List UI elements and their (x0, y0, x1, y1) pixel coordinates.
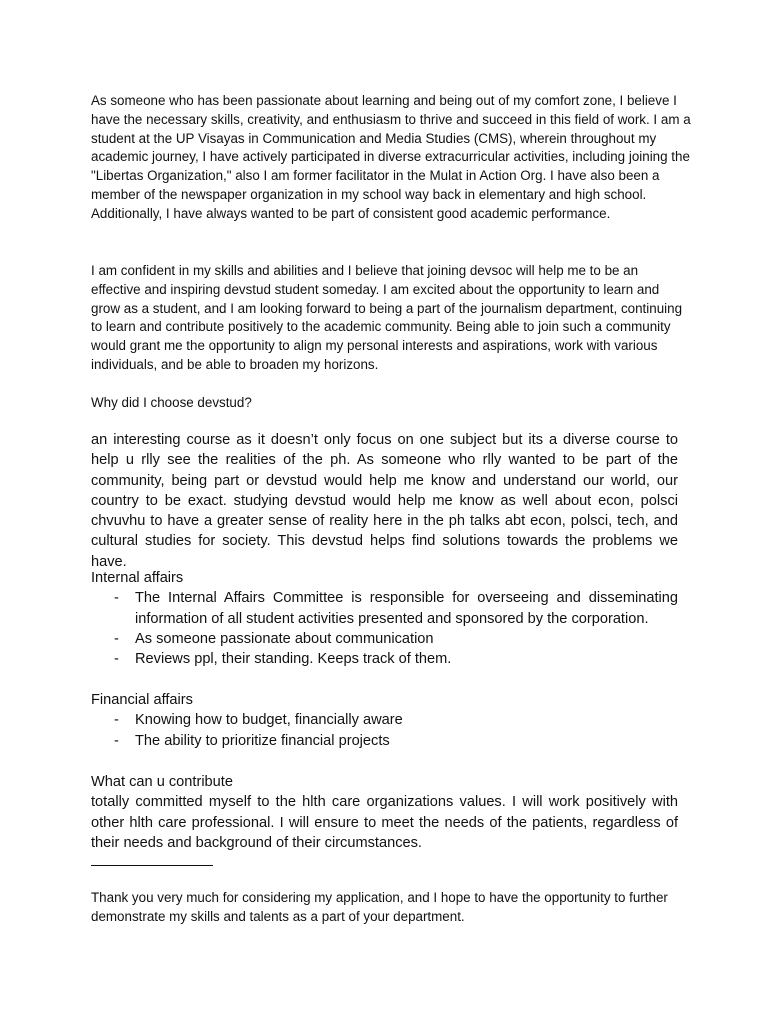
financial-affairs-title: Financial affairs (91, 692, 193, 708)
contribute-section (91, 772, 678, 853)
list-item (91, 629, 691, 649)
dash-bullet: - (114, 651, 119, 668)
list-item (91, 731, 691, 751)
list-item-text: Reviews ppl, their standing. Keeps track of them. (135, 651, 452, 668)
list-item-text: The ability to prioritize financial projects (135, 732, 390, 749)
internal-affairs-list (91, 588, 691, 669)
horizontal-rule (91, 865, 213, 866)
internal-affairs-section (91, 568, 691, 669)
why-devstud-question: Why did I choose devstud? (91, 395, 252, 410)
why-devstud-answer: an interesting course as it doesn’t only focus on one subject but its a diverse course to help u rlly see the realities of the ph. As someone who rlly wanted to be part of the community, being part or devstud would help me know and understand our world, our country to be exact. studying devstud would help me know as well about econ, polsci chvuvhu to have a greater sense of reality here in the ph talks abt econ, polsci, tech, and cultural studies for society. This devstud helps find solutions towards the problems we have. (91, 432, 678, 570)
internal-affairs-title: Internal affairs (91, 570, 184, 586)
dash-bullet: - (114, 630, 119, 647)
intro-paragraph: As someone who has been passionate about learning and being out of my comfort zone, I believe I have the necessary skills, creativity, and enthusiasm to thrive and succeed in this field of work. I am a student at the UP Visayas in Communication and Media Studies (CMS), wherein throughout my academic journey, I have actively participated in diverse extracurricular activities, including joining the "Libertas Organization," also I am former facilitator in the Mulat in Action Org. I have also been a member of the newspaper organization in my school way back in elementary and high school. Additionally, I have always wanted to be part of consistent good academic performance. (91, 93, 691, 221)
financial-affairs-section (91, 690, 691, 751)
closing-paragraph: Thank you very much for considering my application, and I hope to have the opportunity to further demonstrate my skills and talents as a part of your department. (91, 890, 668, 924)
dash-bullet: - (114, 712, 119, 729)
dash-bullet: - (114, 732, 119, 749)
financial-affairs-list (91, 710, 691, 751)
contribute-text: totally committed myself to the hlth care organizations values. I will work positively with other hlth care professional. I will ensure to meet the needs of the patients, regardless of their needs and background of their circumstances. (91, 794, 678, 851)
dash-bullet: - (114, 590, 119, 607)
list-item-text: As someone passionate about communication (135, 630, 434, 647)
list-item-text: Knowing how to budget, financially aware (135, 712, 403, 729)
confidence-paragraph: I am confident in my skills and abilities and I believe that joining devsoc will help me to be an effective and inspiring devstud student someday. I am excited about the opportunity to learn and grow as a student, and I am looking forward to being a part of the journalism department, continuing to learn and contribute positively to the academic community. Being able to join such a community would grant me the opportunity to align my personal interests and aspirations, work with various individuals, and be able to broaden my horizons. (91, 263, 683, 372)
contribute-title: What can u contribute (91, 774, 233, 790)
list-item (91, 649, 691, 669)
list-item (91, 710, 691, 730)
list-item (91, 588, 691, 629)
list-item-text: The Internal Affairs Committee is responsible for overseeing and disseminating information of all student activities presented and sponsored by the corporation. (135, 590, 678, 627)
